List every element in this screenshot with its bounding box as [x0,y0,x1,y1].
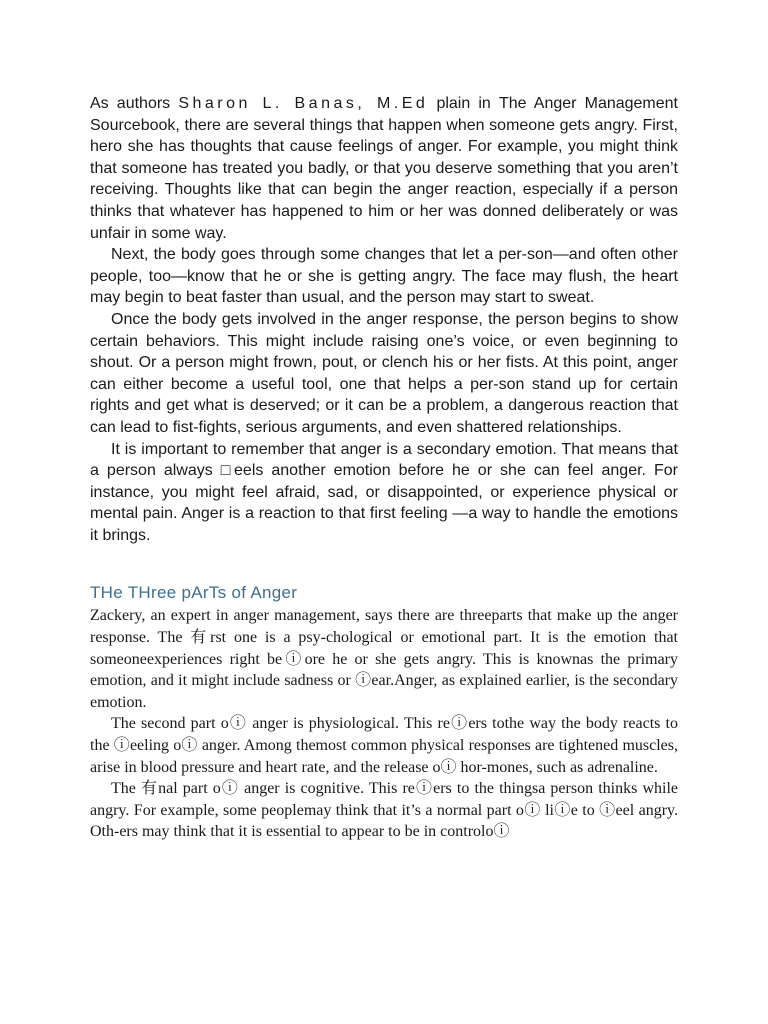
intro-paragraph-1 [90,93,678,244]
intro-body-text: plain in The Anger Management Sourcebook, there are several things that happen when someone gets angry. First, hero she has thoughts that cause feelings of anger. For example, you might think that someone has treated you badly, or that you deserve something that you aren’t receiving. Thoughts like that can begin the anger reaction, especially if a person thinks that whatever has happened to him or her was donned deliberately or was unfair in some way. [90,95,679,242]
three-parts-section [90,605,678,843]
intro-paragraph-3: Once the body gets involved in the anger response, the person begins to show certain behaviors. This might include raising one’s voice, or even beginning to shout. Or a person might frown, pout, or clench his or her fists. At this point, anger can either become a useful tool, one that helps a per-son stand up for certain rights and get what is deserved; or it can be a problem, a dangerous reaction that can lead to fist-fights, serious arguments, and even shattered relationships. [90,310,678,436]
section-paragraph-1: Zackery, an expert in anger management, says there are threeparts that make up the anger response. The 有rst one is a psy-chological or emotional part. It is the emotion that someoneexperiences right beⓘore he or she gets angry. This is knownas the primary emotion, and it might include sadness or ⓘear.Anger, as explained earlier, is the secondary emotion. [90,607,679,711]
section-paragraph-2: The second part oⓘ anger is physiological. This reⓘers tothe way the body reacts to the ⓘeeling oⓘ anger. Among themost common physical responses are tightened muscles, arise in blood pressure and heart rate, and the release oⓘ hor-mones, such as adrenaline. [90,715,678,776]
section-heading: THe THree pArTs of Anger [90,583,298,603]
intro-lead-text: As authors [90,95,179,112]
author-name: Sharon L. Banas, M.Ed [178,95,429,112]
intro-section [90,93,678,546]
document-page [90,93,678,843]
intro-paragraph-2: Next, the body goes through some changes that let a per-son—and often other people, too—know that he or she is getting angry. The face may flush, the heart may begin to beat faster than usual, and the person may start to sweat. [90,246,678,307]
intro-paragraph-4: It is important to remember that anger is a secondary emotion. That means that a person always □eels another emotion before he or she can feel anger. For instance, you might feel afraid, sad, or disappointed, or experience physical or mental pain. Anger is a reaction to that first feeling —a way to handle the emotions it brings. [90,440,678,544]
section-paragraph-3: The 有nal part oⓘ anger is cognitive. This reⓘers to the thingsa person thinks while angry. For example, some peoplemay think that it’s a normal part oⓘ liⓘe to ⓘeel angry. Oth-ers may think that it is essential to appear to be in controloⓘ [90,780,678,841]
